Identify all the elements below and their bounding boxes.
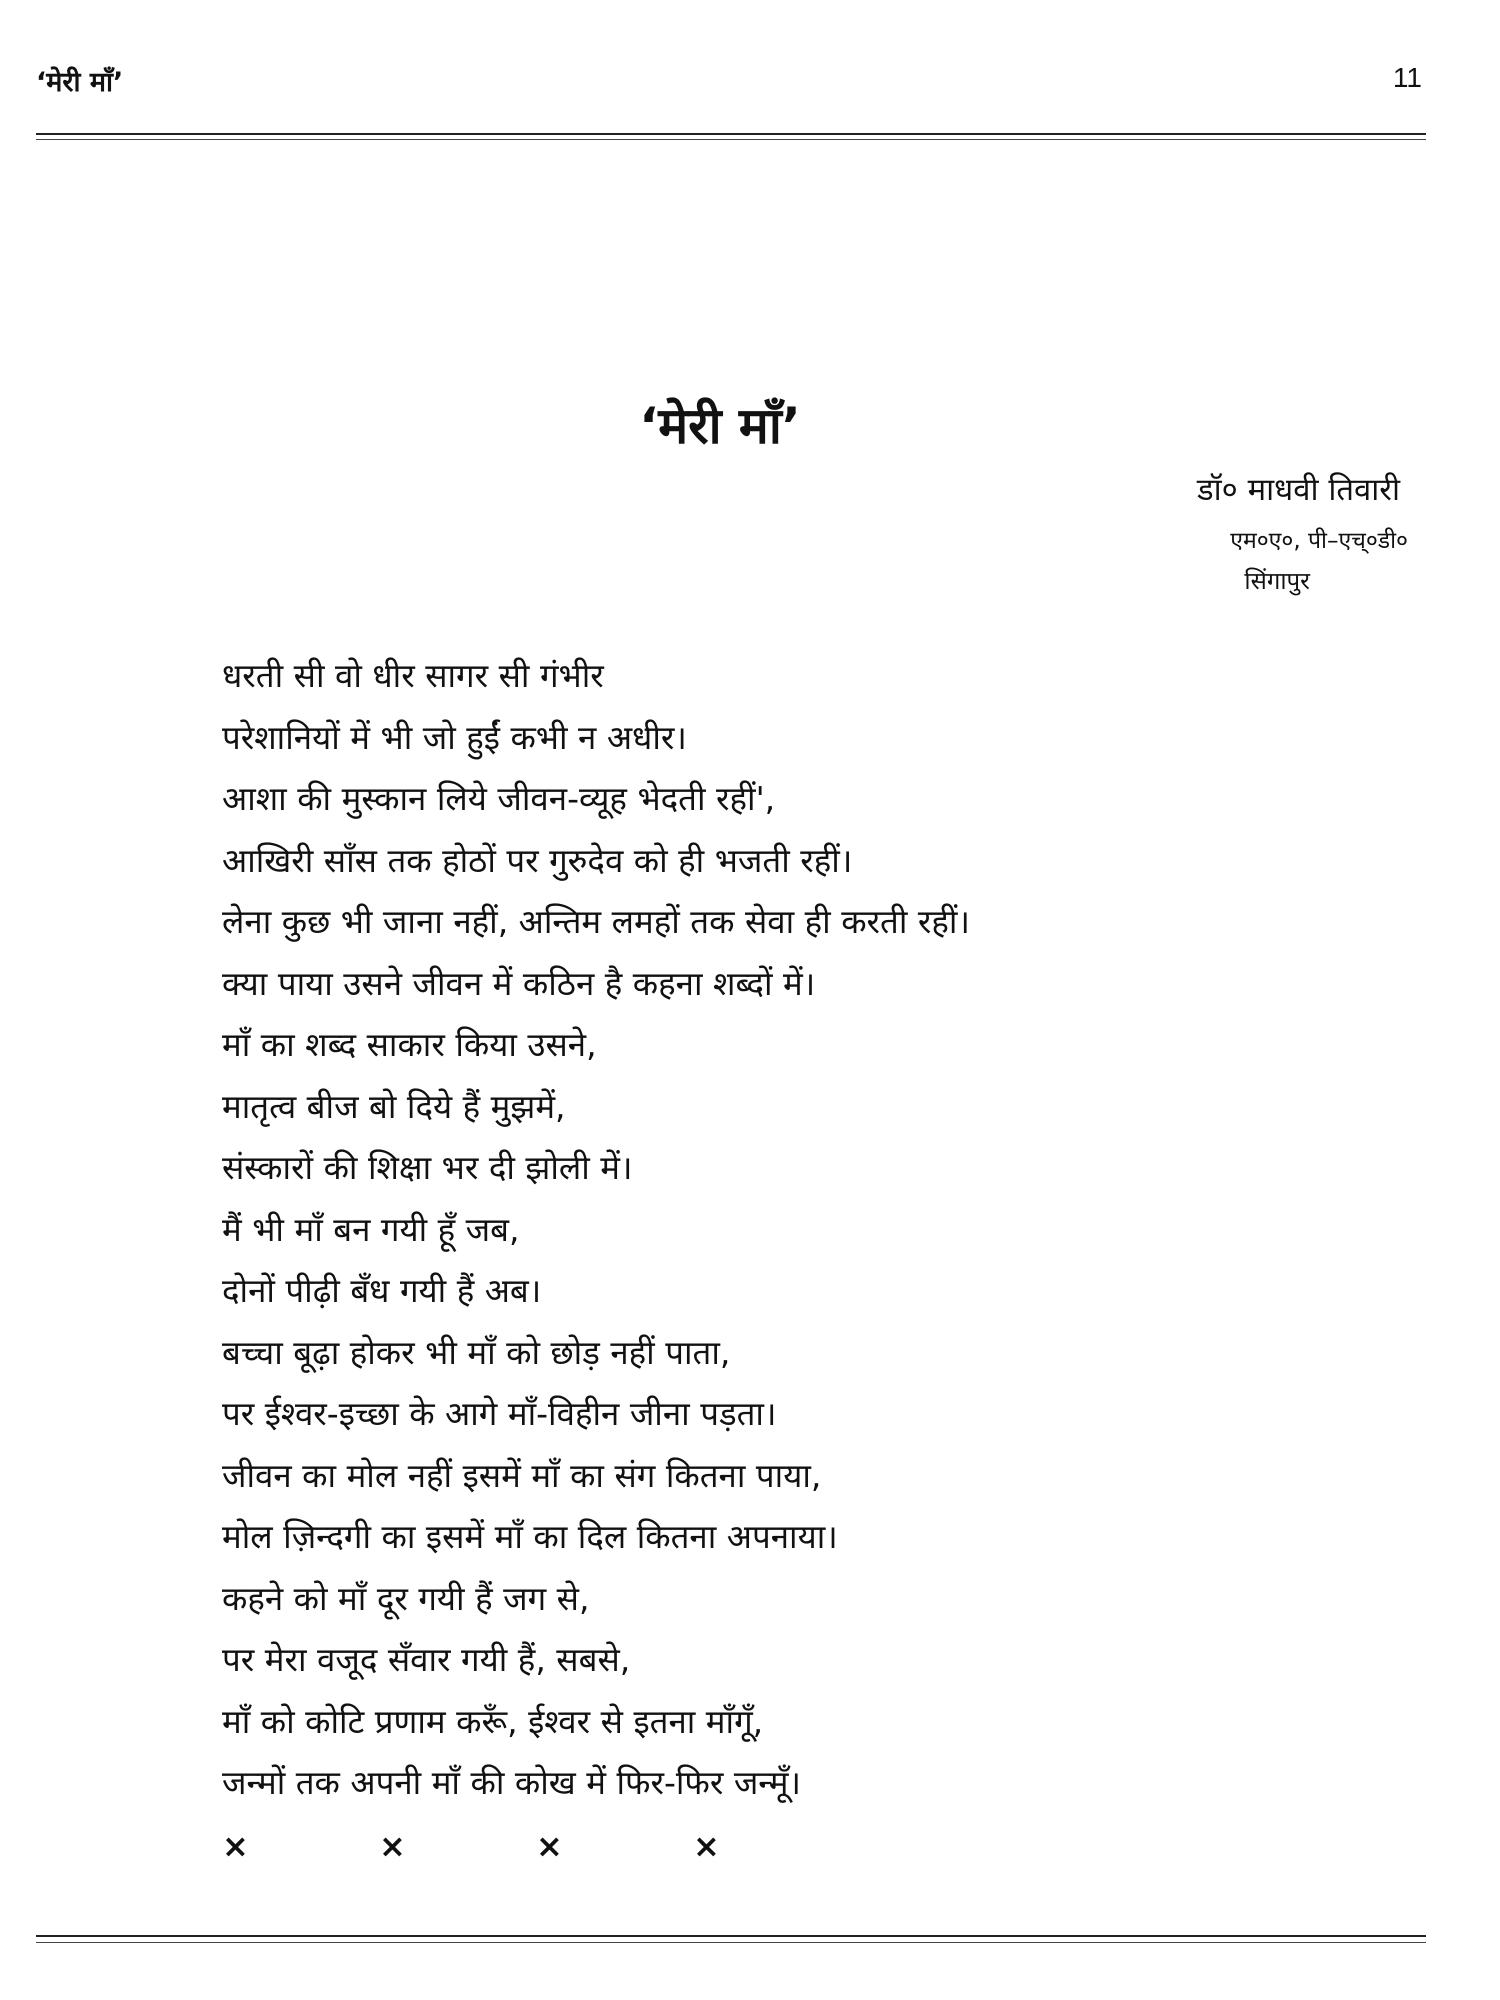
cross-ornament-icon: × — [379, 1827, 406, 1865]
running-header-title: ‘मेरी माँ’ — [36, 67, 124, 98]
author-name: डॉ० माधवी तिवारी — [1196, 472, 1400, 508]
poem-title: ‘मेरी माँ’ — [639, 397, 801, 455]
section-end-ornaments — [222, 1827, 850, 1865]
poem-line: माँ को कोटि प्रणाम करूँ, ईश्वर से इतना माँगूँ, — [222, 1701, 764, 1741]
poem-line: दोनों पीढ़ी बँध गयी हैं अब। — [222, 1271, 542, 1310]
poem-line: आशा की मुस्कान लिये जीवन-व्यूह भेदती रहीं', — [222, 779, 776, 818]
poem-line: बच्चा बूढ़ा होकर भी माँ को छोड़ नहीं पाता, — [222, 1332, 731, 1372]
poem-line: माँ का शब्द साकार किया उसने, — [222, 1025, 597, 1064]
poem-line: आखिरी साँस तक होठों पर गुरुदेव को ही भजती रहीं। — [222, 840, 853, 880]
poem-line: मोल ज़िन्दगी का इसमें माँ का दिल कितना अपनाया। — [222, 1517, 838, 1556]
poem-line: कहने को माँ दूर गयी हैं जग से, — [222, 1578, 590, 1618]
poem-line: परेशानियों में भी जो हुईं कभी न अधीर। — [222, 717, 687, 757]
cross-ornament-icon: × — [536, 1827, 563, 1865]
cross-ornament-icon: × — [222, 1827, 249, 1865]
poem-line: संस्कारों की शिक्षा भर दी झोली में। — [222, 1148, 633, 1187]
author-credentials: एम०ए०, पी–एच्०डी० — [1230, 528, 1408, 554]
poem-line: लेना कुछ भी जाना नहीं, अन्तिम लमहों तक सेवा ही करती रहीं। — [222, 902, 970, 941]
page-number: 11 — [1392, 62, 1422, 93]
footer-rule-bottom — [36, 1942, 1426, 1943]
header-rule-bottom — [36, 139, 1426, 140]
header-rule-top — [36, 133, 1426, 135]
cross-ornament-icon: × — [693, 1827, 720, 1865]
poem-line: जन्मों तक अपनी माँ की कोख में फिर-फिर जन्मूँ। — [222, 1763, 802, 1802]
poem-line: क्या पाया उसने जीवन में कठिन है कहना शब्दों में। — [222, 963, 816, 1003]
poem-body — [222, 645, 1322, 1814]
poem-line: पर ईश्वर-इच्छा के आगे माँ-विहीन जीना पड़ता। — [222, 1394, 777, 1433]
poem-line: मैं भी माँ बन गयी हूँ जब, — [222, 1209, 520, 1249]
poem-line: धरती सी वो धीर सागर सी गंभीर — [222, 656, 604, 695]
author-location: सिंगापुर — [1244, 567, 1310, 595]
poem-line: पर मेरा वजूद सँवार गयी हैं, सबसे, — [222, 1640, 631, 1679]
footer-rule-top — [36, 1935, 1426, 1937]
poem-line: जीवन का मोल नहीं इसमें माँ का संग कितना पाया, — [222, 1455, 822, 1495]
poem-line: मातृत्व बीज बो दिये हैं मुझमें, — [222, 1086, 566, 1126]
